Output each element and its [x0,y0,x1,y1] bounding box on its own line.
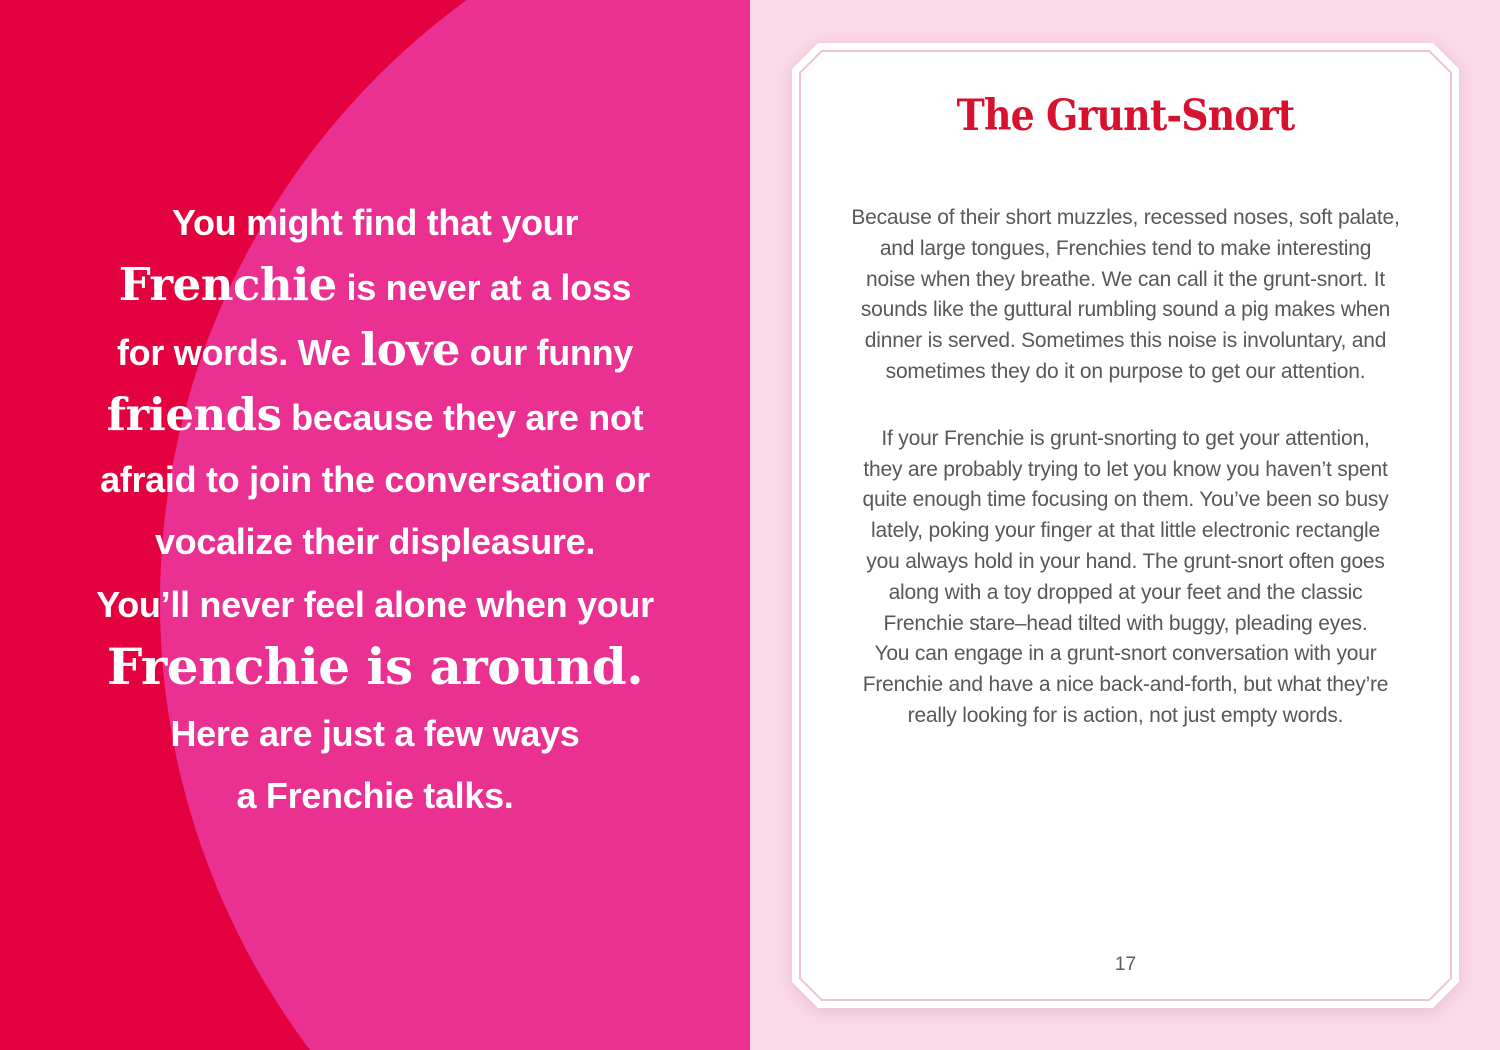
paragraph-line: dinner is served. Sometimes this noise is involuntary, and [864,329,1387,353]
display-text-line [40,453,710,515]
paragraph-line: You can engage in a grunt-snort conversation with your [874,642,1377,666]
body-paragraphs [820,203,1431,732]
content-card [792,43,1459,1008]
paragraph-line: Because of their short muzzles, recessed noses, soft palate, [851,206,1400,229]
display-text: vocalize their displeasure. [154,521,596,562]
paragraph-line: lately, poking your finger at that little electronic rectangle [871,519,1380,543]
paragraph-line: sounds like the guttural rumbling sound a pig makes when [860,298,1391,322]
display-text-line [40,258,710,323]
display-text: is never at a loss [336,267,632,308]
display-text: You might find that your [171,202,579,243]
paragraph-line: sometimes they do it on purpose to get our attention. [885,359,1366,383]
left-text-block-1 [40,196,710,577]
paragraph-line: they are probably trying to let you know you haven’t spent [863,457,1388,481]
display-text: afraid to join the conversation or [100,459,650,500]
paragraph-line: quite enough time focusing on them. You’ve been so busy [862,488,1389,512]
display-text: You’ll never feel alone when your [96,584,654,625]
page-title: The Grunt-Snort [956,91,1295,141]
paragraph-line: along with a toy dropped at your feet and the classic [888,580,1363,604]
display-text-line [40,578,710,640]
paragraph-line: really looking for is action, not just empty words. [907,703,1344,727]
left-text-block-2 [40,578,710,831]
paragraph-line: noise when they breathe. We can call it the grunt-snort. It [866,267,1385,291]
display-text: a Frenchie talks. [236,775,514,816]
accent-word: friends [106,388,282,441]
display-text-line [40,515,710,577]
paragraph-line: Frenchie and have a nice back-and-forth, but what they’re [862,673,1389,697]
display-text-line [40,196,710,258]
display-text: for words. We [116,332,361,373]
paragraph-line: If your Frenchie is grunt-snorting to get your attention, [881,426,1370,450]
paragraph-line: you always hold in your hand. The grunt-snort often goes [866,549,1385,573]
accent-word: love [360,323,461,376]
display-text: Here are just a few ways [170,713,580,754]
accent-word: Frenchie is around. [106,637,644,696]
page-number: 17 [1114,954,1137,975]
paragraph-line: Frenchie stare–head tilted with buggy, pleading eyes. [883,611,1368,635]
display-text-line [40,769,710,831]
paragraph [820,203,1431,388]
right-page [750,0,1500,1050]
display-text-line [40,323,710,388]
display-text-line [40,707,710,769]
paragraph [820,424,1431,732]
display-text: our funny [460,332,634,373]
display-text-line [40,637,710,707]
paragraph-line: and large tongues, Frenchies tend to make interesting [879,236,1372,260]
display-text-line [40,388,710,453]
display-text: because they are not [281,397,644,438]
card-content [792,43,1459,1008]
accent-word: Frenchie [118,258,337,311]
